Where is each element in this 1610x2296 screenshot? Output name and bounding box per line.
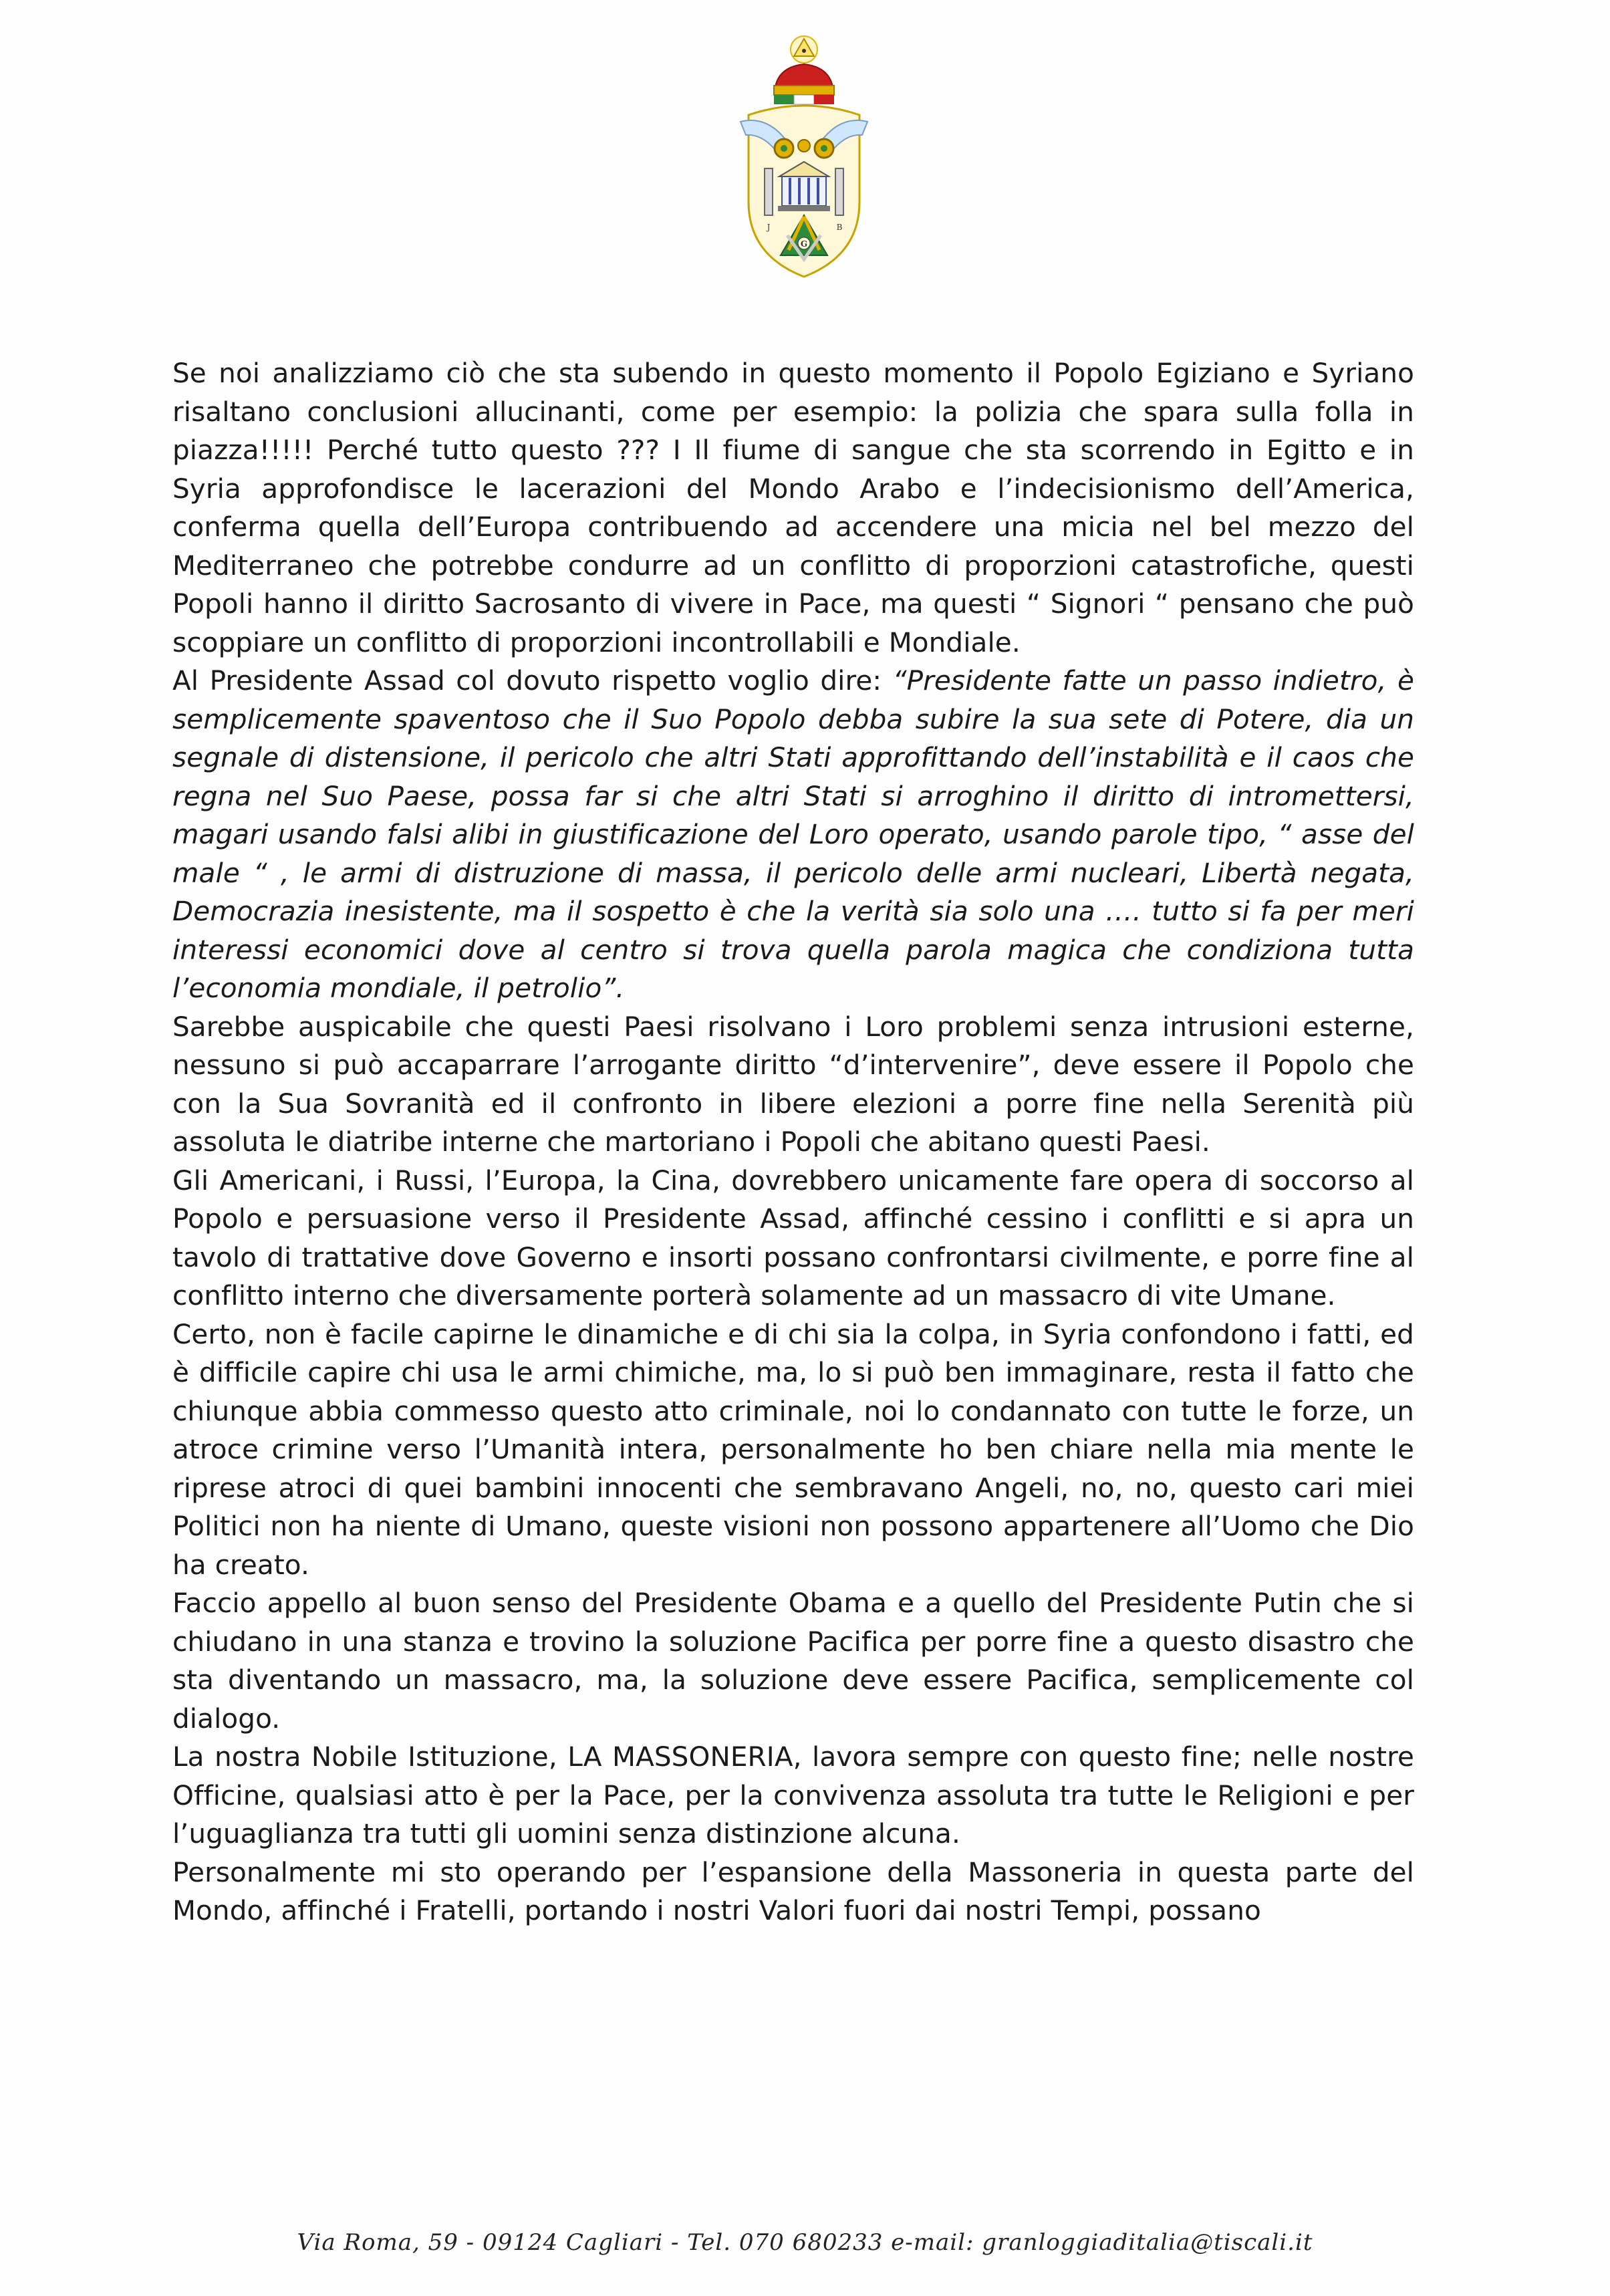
paragraph-6: Faccio appello al buon senso del Presidente Obama e a quello del Presidente Putin che si chiudano in una stanza e trovino la soluzione Pacifica per porre fine a questo disastro che sta diventando un massacro, ma, la soluzione deve essere Pacifica, semplicemente col dialogo. [172,1587,1414,1735]
emblem-letter-g: G [800,239,808,249]
paragraph-8: Personalmente mi sto operando per l’espansione della Massoneria in questa parte del Mondo, affinché i Fratelli, portando i nostri Valori fuori dai nostri Tempi, possano [172,1856,1414,1926]
paragraph-2 [172,662,1414,1008]
masonic-emblem-logo [727,35,881,282]
paragraph-3: Sarebbe auspicabile che questi Paesi risolvano i Loro problemi senza intrusioni esterne, nessuno si può accaparrare l’arrogante diritto “d’intervenire”, deve essere il Popolo che con la Sua Sovranità ed il confronto in libere elezioni a porre fine nella Serenità più assoluta le diatribe interne che martoriano i Popoli che abitano questi Paesi. [172,1010,1414,1158]
letter-body [172,354,1414,1930]
paragraph-4: Gli Americani, i Russi, l’Europa, la Cina, dovrebbero unicamente fare opera di soccorso al Popolo e persuasione verso il Presidente Assad, affinché cessino i conflitti e si apra un tavolo di trattative dove Governo e insorti possano confrontarsi civilmente, e porre fine al conflitto interno che diversamente porterà solamente ad un massacro di vite Umane. [172,1164,1414,1311]
letterhead-footer: Via Roma, 59 - 09124 Cagliari - Tel. 070 680233 e-mail: granloggiaditalia@tiscali.it [297,2229,1313,2256]
emblem-letter-j: J [767,223,771,232]
all-seeing-eye-icon [791,36,817,63]
emblem-letter-b: B [836,223,843,232]
paragraph-5: Certo, non è facile capirne le dinamiche e di chi sia la colpa, in Syria confondono i fatti, ed è difficile capire chi usa le armi chimiche, ma, lo si può ben immaginare, resta il fatto che chiunque abbia commesso questo atto criminale, noi lo condannato con tutte le forze, un atroce crimine verso l’Umanità intera, personalmente ho ben chiare nella mia mente le riprese atroci di quei bambini innocenti che sembravano Angeli, no, no, questo cari miei Politici non ha niente di Umano, queste visioni non possono appartenere all’Uomo che Dio ha creato. [172,1317,1414,1581]
paragraph-7: La nostra Nobile Istituzione, LA MASSONERIA, lavora sempre con questo fine; nelle nostre Officine, qualsiasi atto è per la Pace, per la convivenza assoluta tra tutte le Religioni e per l’uguaglianza tra tutti gli uomini senza distinzione alcuna. [172,1741,1414,1849]
paragraph-2-quote: “Presidente fatte un passo indietro, è semplicemente spaventoso che il Suo Popolo debba subire la sua sete di Potere, dia un segnale di distensione, il pericolo che altri Stati approfittando dell’instabilità e il caos che regna nel Suo Paese, possa far si che altri Stati si arroghino il diritto di intromettersi, magari usando falsi alibi in giustificazione del Loro operato, usando parole tipo, “ asse del male “ , le armi di distruzione di massa, il pericolo delle armi nucleari, Libertà negata, Democrazia inesistente, ma il sospetto è che la verità sia solo una …. tutto si fa per meri interessi economici dove al centro si trova quella parola magica che condiziona tutta l’economia mondiale, il petrolio”. [172,664,1415,1004]
crown-icon [774,64,834,104]
paragraph-2-intro: Al Presidente Assad col dovuto rispetto voglio dire: [172,664,893,696]
paragraph-1: Se noi analizziamo ciò che sta subendo in questo momento il Popolo Egiziano e Syriano risaltano conclusioni allucinanti, come per esempio: la polizia che spara sulla folla in piazza!!!!! Perché tutto questo ??? I Il fiume di sangue che sta scorrendo in Egitto e in Syria approfondisce le lacerazioni del Mondo Arabo e l’indecisionismo dell’America, conferma quella dell’Europa contribuendo ad accendere una micia nel bel mezzo del Mediterraneo che potrebbe condurre ad un conflitto di proporzioni catastrofiche, questi Popoli hanno il diritto Sacrosanto di vivere in Pace, ma questi “ Signori “ pensano che può scoppiare un conflitto di proporzioni incontrollabili e Mondiale. [172,357,1414,658]
